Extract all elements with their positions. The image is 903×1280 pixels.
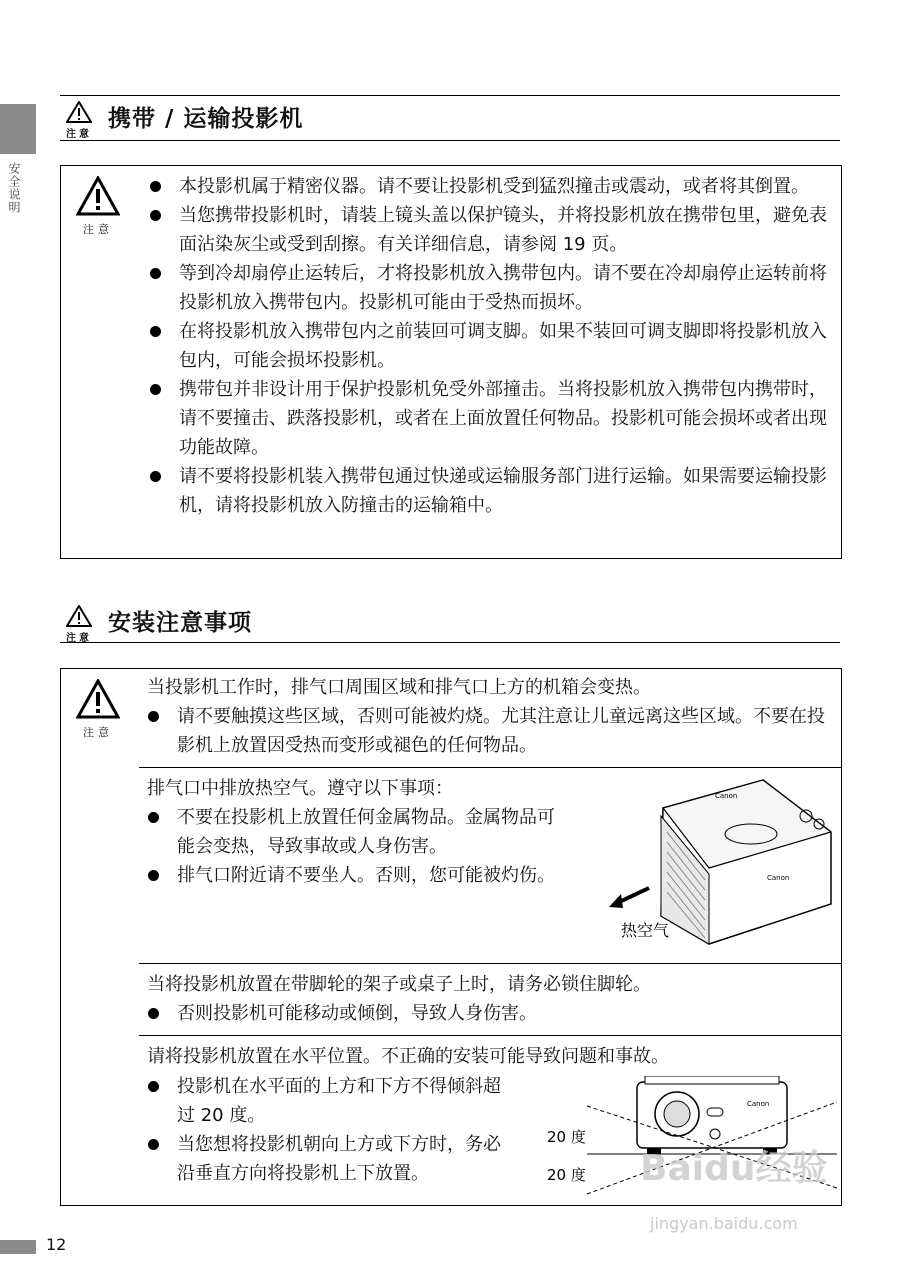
angle-label-down: 20 度 [547, 1166, 586, 1184]
watermark-logo: Baidu经验 [640, 1148, 828, 1189]
warning-label: 注意 [66, 633, 92, 644]
list-item: 携带包并非设计用于保护投影机免受外部撞击。当将投影机放入携带包内携带时，请不要撞击、跌落投影机，或者在上面放置任何物品。投影机可能会损坏或者出现功能故障。 [149, 375, 831, 462]
brand-logo: Canon [767, 874, 790, 882]
level-list [147, 1072, 517, 1188]
section-title: 安装注意事项 [108, 610, 252, 636]
list-item: 请不要将投影机装入携带包通过快递或运输服务部门进行运输。如果需要运输投影机，请将投影机放入防撞击的运输箱中。 [149, 462, 831, 520]
section-heading-transport [60, 95, 840, 141]
projector-exhaust-illustration [591, 776, 841, 946]
side-label: 安全说明 [7, 162, 21, 214]
heat-surface-list [147, 702, 831, 760]
brand-logo: Canon [715, 792, 738, 800]
subsection-lead: 当将投影机放置在带脚轮的架子或桌子上时，请务必锁住脚轮。 [147, 974, 651, 995]
subsection-lead: 请将投影机放置在水平位置。不正确的安装可能导致问题和事故。 [147, 1046, 669, 1067]
caution-label: 注意 [83, 726, 113, 739]
figure-caption: 热空气 [621, 921, 670, 940]
heat-surface-subsection [139, 673, 841, 767]
list-item: 不要在投影机上放置任何金属物品。金属物品可能会变热，导致事故或人身伤害。 [147, 803, 567, 861]
list-item: 否则投影机可能移动或倾倒，导致人身伤害。 [147, 999, 841, 1028]
list-item: 当您想将投影机朝向上方或下方时，务必沿垂直方向将投影机上下放置。 [147, 1130, 517, 1188]
caution-icon [75, 679, 121, 740]
list-item: 等到冷却扇停止运转后，才将投影机放入携带包内。请不要在冷却扇停止运转前将投影机放入携带包内。投影机可能由于受热而损坏。 [149, 259, 831, 317]
transport-list [149, 172, 831, 520]
installation-caution-box [60, 668, 842, 1206]
page-number: 12 [46, 1235, 67, 1254]
page-tab-marker [0, 1240, 36, 1254]
caster-subsection [139, 963, 841, 1036]
caution-label: 注意 [83, 223, 113, 236]
list-item: 排气口附近请不要坐人。否则，您可能被灼伤。 [147, 861, 567, 890]
brand-logo: Canon [747, 1100, 770, 1108]
warning-icon [62, 101, 96, 140]
angle-label-up: 20 度 [547, 1128, 586, 1146]
list-item: 本投影机属于精密仪器。请不要让投影机受到猛烈撞击或震动，或者将其倒置。 [149, 172, 831, 201]
section-title: 携带 / 运输投影机 [108, 106, 304, 132]
watermark-url: jingyan.baidu.com [650, 1214, 798, 1233]
caster-list [147, 999, 841, 1028]
list-item: 在将投影机放入携带包内之前装回可调支脚。如果不装回可调支脚即将投影机放入包内，可能会损坏投影机。 [149, 317, 831, 375]
list-item: 当您携带投影机时，请装上镜头盖以保护镜头，并将投影机放在携带包里，避免表面沾染灰尘或受到刮擦。有关详细信息，请参阅 19 页。 [149, 201, 831, 259]
section-heading-installation [60, 600, 840, 643]
exhaust-list [147, 803, 567, 890]
warning-icon [62, 605, 96, 644]
section-tab-marker [0, 104, 36, 154]
warning-label: 注意 [66, 129, 92, 140]
list-item: 投影机在水平面的上方和下方不得倾斜超过 20 度。 [147, 1072, 517, 1130]
transport-caution-box [60, 165, 842, 559]
caution-icon [75, 176, 121, 237]
list-item: 请不要触摸这些区域，否则可能被灼烧。尤其注意让儿童远离这些区域。不要在投影机上放置因受热而变形或褪色的任何物品。 [147, 702, 831, 760]
subsection-lead: 排气口中排放热空气。遵守以下事项： [147, 778, 453, 799]
subsection-lead: 当投影机工作时，排气口周围区域和排气口上方的机箱会变热。 [147, 677, 651, 698]
exhaust-subsection [139, 767, 841, 964]
